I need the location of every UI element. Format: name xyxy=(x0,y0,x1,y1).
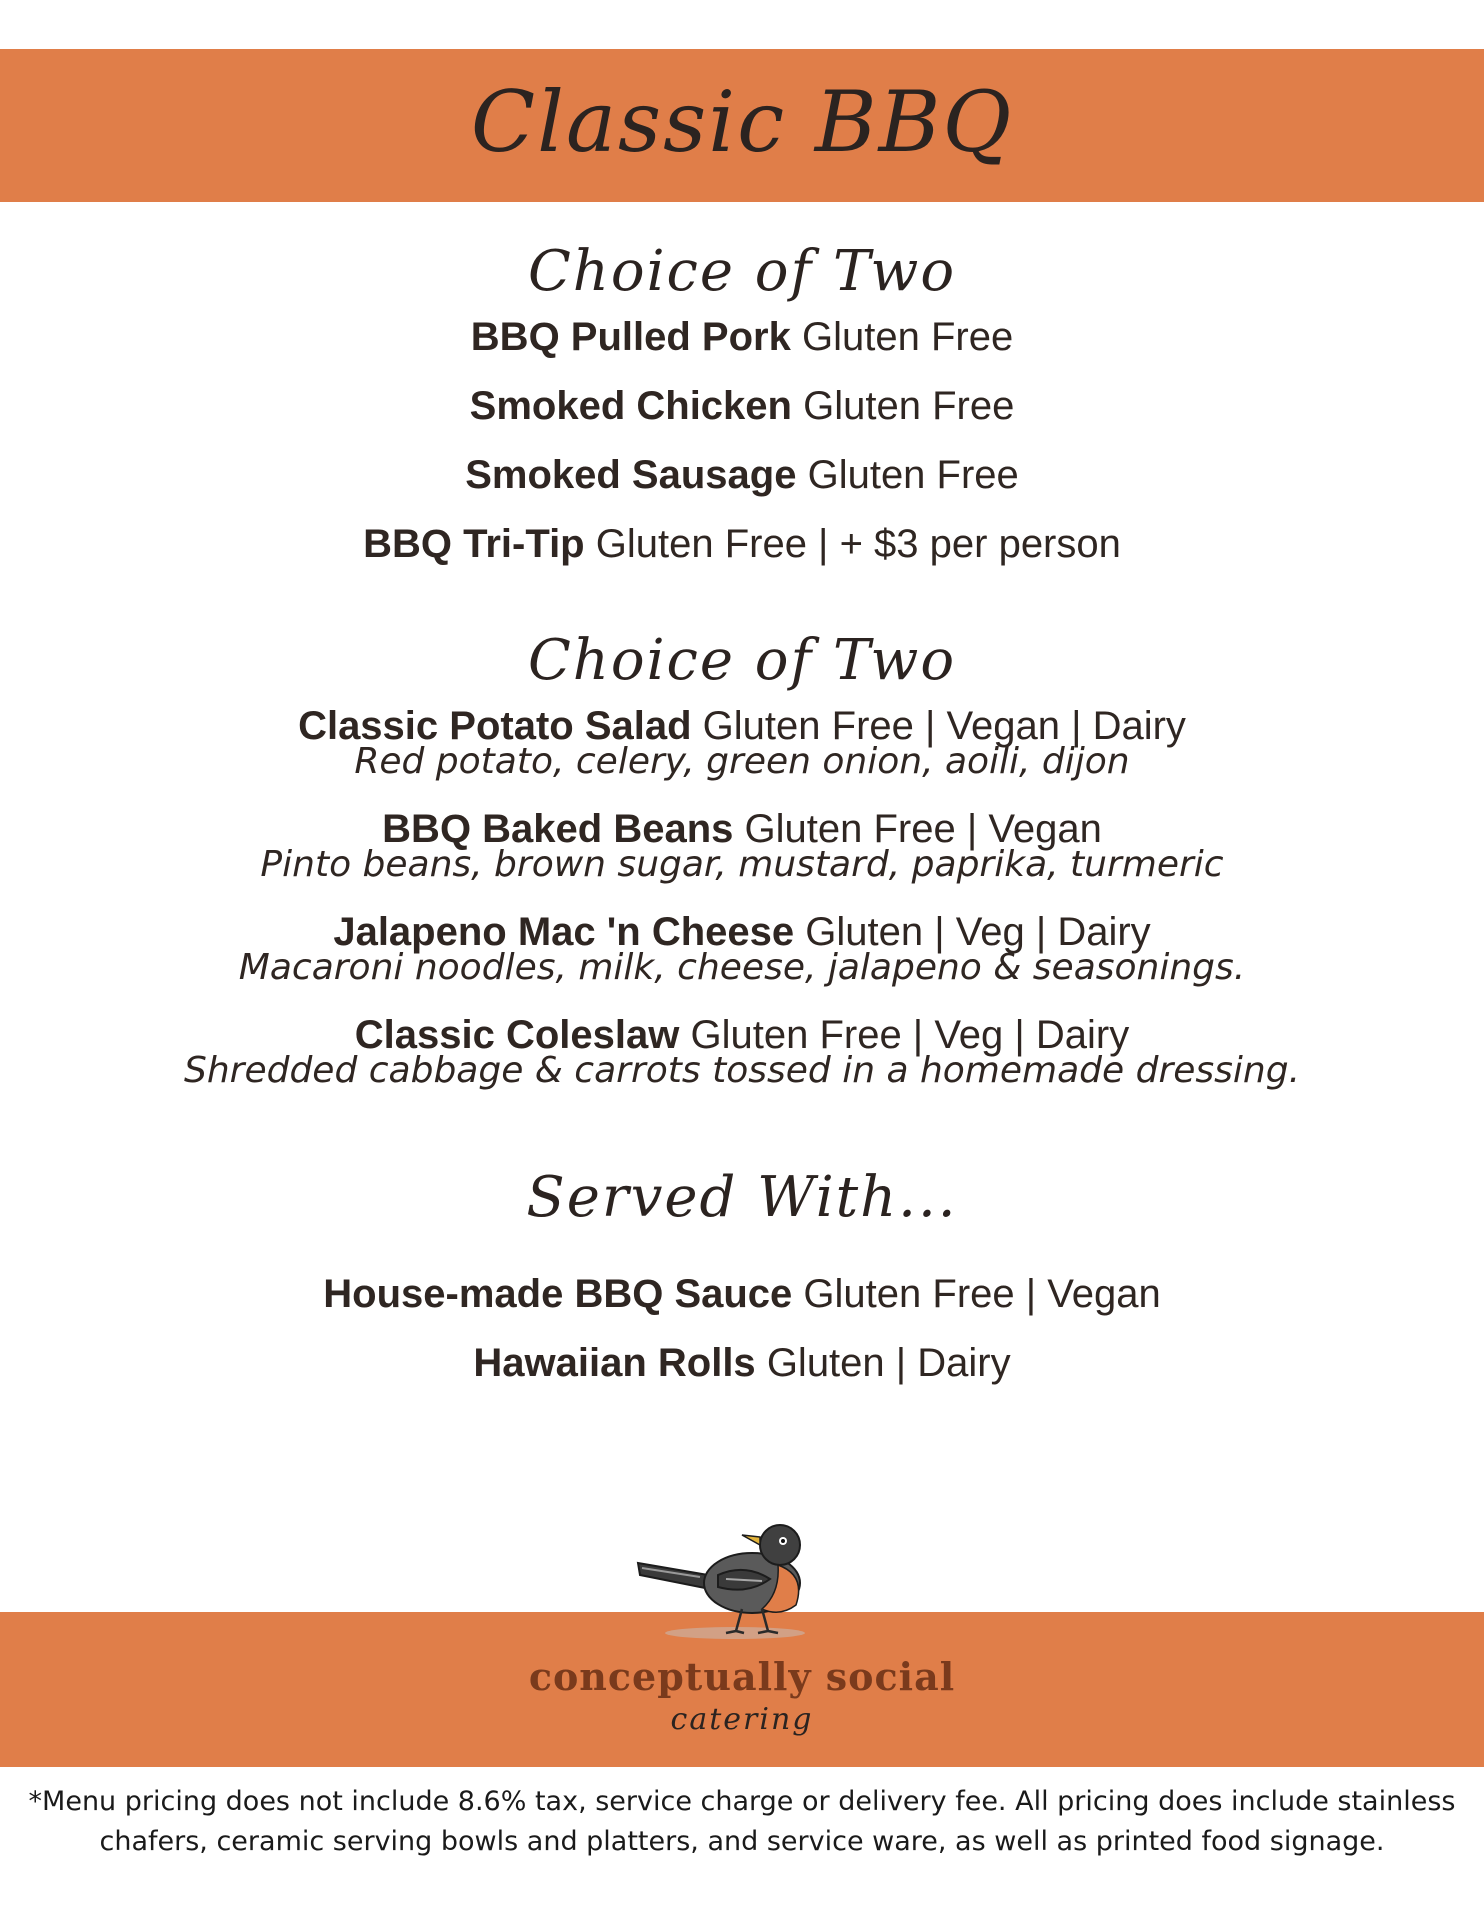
proteins-heading: Choice of Two xyxy=(527,239,957,304)
side-tags: Gluten Free | Veg | Dairy xyxy=(690,1013,1130,1057)
side-name: Classic Potato Salad xyxy=(298,704,692,748)
served-item xyxy=(0,1339,1484,1387)
protein-item xyxy=(0,382,1484,430)
protein-name: Smoked Chicken xyxy=(469,384,792,428)
footer-disclaimer-line1: *Menu pricing does not include 8.6% tax, service charge or delivery fee. All pricing does include stainless xyxy=(28,1786,1456,1817)
served-tags: Gluten | Dairy xyxy=(766,1341,1011,1385)
side-tags: Gluten Free | Vegan | Dairy xyxy=(702,704,1186,748)
protein-tags: Gluten Free xyxy=(807,453,1019,497)
robin-bird-icon xyxy=(630,1505,830,1645)
side-description: Shredded cabbage & carrots tossed in a homemade dressing. xyxy=(183,1050,1301,1091)
protein-name: Smoked Sausage xyxy=(465,453,797,497)
protein-item xyxy=(0,520,1484,568)
served-tags: Gluten Free | Vegan xyxy=(803,1272,1161,1316)
served-with-heading: Served With... xyxy=(526,1165,958,1230)
footer-disclaimer-line2: chafers, ceramic serving bowls and platters, and service ware, as well as printed food signage. xyxy=(99,1826,1385,1857)
side-name: Jalapeno Mac 'n Cheese xyxy=(333,910,795,954)
sides-heading: Choice of Two xyxy=(527,628,957,693)
side-name: BBQ Baked Beans xyxy=(382,807,734,851)
brand-name: conceptually social xyxy=(528,1654,956,1699)
protein-name: BBQ Pulled Pork xyxy=(470,315,791,359)
side-name: Classic Coleslaw xyxy=(354,1013,680,1057)
side-description: Pinto beans, brown sugar, mustard, paprika, turmeric xyxy=(260,844,1224,885)
menu-title: Classic BBQ xyxy=(470,73,1014,171)
protein-tags: Gluten Free xyxy=(801,315,1014,359)
served-name: Hawaiian Rolls xyxy=(473,1341,756,1385)
side-tags: Gluten | Veg | Dairy xyxy=(805,910,1151,954)
side-tags: Gluten Free | Vegan xyxy=(744,807,1102,851)
served-name: House-made BBQ Sauce xyxy=(323,1272,793,1316)
served-item xyxy=(0,1270,1484,1318)
protein-item xyxy=(0,313,1484,361)
protein-tags: Gluten Free xyxy=(803,384,1015,428)
protein-name: BBQ Tri-Tip xyxy=(363,522,585,566)
side-description: Red potato, celery, green onion, aoili, dijon xyxy=(354,741,1130,782)
protein-tags: Gluten Free | + $3 per person xyxy=(595,522,1121,566)
side-description: Macaroni noodles, milk, cheese, jalapeno & seasonings. xyxy=(238,947,1246,988)
protein-item xyxy=(0,451,1484,499)
brand-subtitle: catering xyxy=(670,1702,814,1737)
